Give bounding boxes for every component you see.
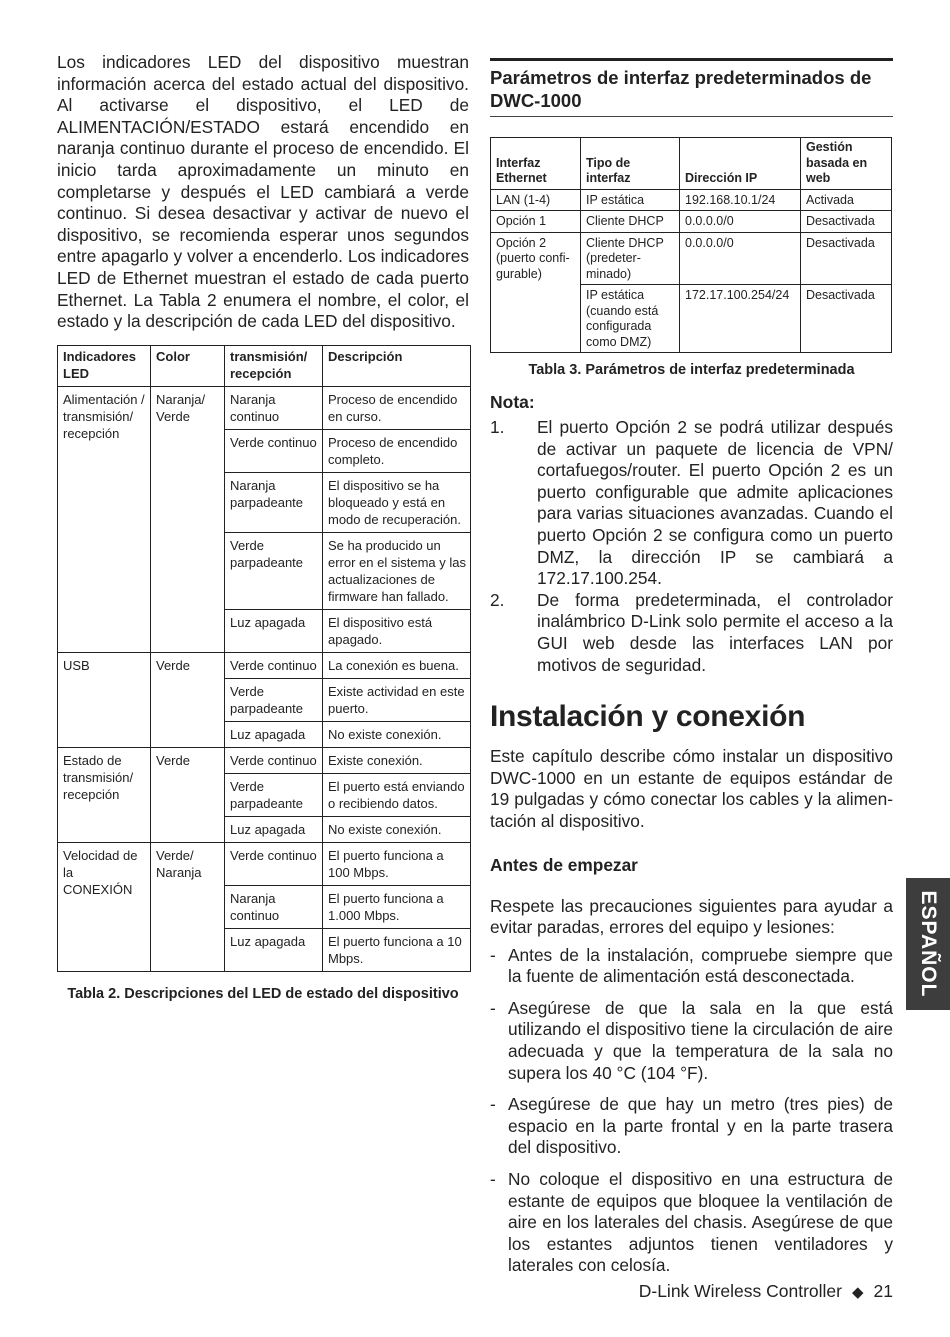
- led-table-body: [58, 386, 471, 971]
- led-indicator: Alimentación / transmisión/ recepción: [58, 386, 151, 652]
- before-body: Respete las precauciones siguientes para ayudar a evitar paradas, errores del equipo y lesiones:: [490, 895, 893, 938]
- cell: 172.17.100.254/24: [680, 285, 801, 353]
- led-state: Luz apagada: [225, 721, 323, 747]
- side-tab-label: ESPAÑOL: [917, 890, 940, 998]
- header-ip: Dirección IP: [680, 138, 801, 190]
- language-side-tab: [906, 878, 950, 1010]
- led-state: Verde continuo: [225, 652, 323, 678]
- table-row: [58, 842, 471, 885]
- header-indicator: Indicadores LED: [58, 345, 151, 386]
- led-description: El puerto funciona a 1.000 Mbps.: [323, 885, 471, 928]
- led-description: El dispositivo está apagado.: [323, 609, 471, 652]
- interface-table: [490, 137, 892, 353]
- iface-table-caption: Tabla 3. Parámetros de interfaz predeterminada: [528, 362, 855, 378]
- nota-title: Nota:: [490, 392, 535, 412]
- header-state: transmisión/ recepción: [225, 345, 323, 386]
- dash-bullet: -: [490, 1094, 496, 1115]
- note-number: 2.: [490, 589, 505, 610]
- table-row: [58, 747, 471, 773]
- led-description: Proceso de encendido en curso.: [323, 386, 471, 429]
- led-state: Naranja continuo: [225, 386, 323, 429]
- section-top-rule: [490, 58, 893, 61]
- dash-bullet: -: [490, 1169, 496, 1190]
- led-state: Verde parpadeante: [225, 773, 323, 816]
- led-state: Verde continuo: [225, 842, 323, 885]
- header-web-mgmt: Gestión basada en web: [801, 138, 892, 190]
- table-row: [491, 189, 892, 211]
- led-table-header: [58, 345, 471, 386]
- iface-table-header: [491, 138, 892, 190]
- list-item: [490, 417, 893, 590]
- cell: Opción 2 (puerto confi-gurable): [491, 232, 581, 285]
- led-state: Luz apagada: [225, 816, 323, 842]
- led-description: Proceso de encendido completo.: [323, 429, 471, 472]
- cell: Opción 1: [491, 211, 581, 233]
- header-type: Tipo de interfaz: [581, 138, 680, 190]
- cell: 192.168.10.1/24: [680, 189, 801, 211]
- led-state: Verde parpadeante: [225, 532, 323, 609]
- cell: [491, 285, 581, 353]
- led-table: [57, 345, 471, 972]
- header-color: Color: [151, 345, 225, 386]
- list-item: [490, 1094, 893, 1159]
- precautions-list: [490, 945, 893, 1277]
- intro-paragraph: Los indicadores LED del dispositivo muestran información acerca del estado actual del dispositivo. Al activarse el dispositivo, el LED de ALIMENTACIÓN/ESTADO estará encendido en naranja continuo durante el proceso de encendido. El inicio tarda aproximadamente un minuto en completarse y después el LED cambiará a verde continuo. Si desea desactivar y activar de nuevo el dispositivo, se recomienda esperar unos segundos entre apagarlo y volver a encenderlo. Los indicadores LED de Ethernet muestran el estado de cada puerto Ethernet. La Tabla 2 enumera el nombre, el color, el estado y la descripción de cada LED del dispositivo.: [57, 52, 469, 332]
- note-text: De forma predeterminada, el controlador inalámbrico D-Link solo permite el acceso a la GUI web desde las interfaces LAN por motivos de seguridad.: [537, 589, 893, 675]
- right-column: [490, 58, 893, 1287]
- table-row: [58, 652, 471, 678]
- led-color: Verde: [151, 652, 225, 747]
- led-color: Naranja/ Verde: [151, 386, 225, 652]
- cell: Cliente DHCP (predeter-minado): [581, 232, 680, 285]
- list-item: [490, 590, 893, 676]
- cell: 0.0.0.0/0: [680, 232, 801, 285]
- header-ethernet: Interfaz Ethernet: [491, 138, 581, 190]
- precaution-text: Asegúrese de que hay un metro (tres pies) de espacio en la parte frontal y en la parte trasera del dispositivo.: [508, 1094, 893, 1158]
- led-table-caption: Tabla 2. Descripciones del LED de estado del dispositivo: [67, 985, 459, 1002]
- note-number: 1.: [490, 417, 505, 437]
- led-indicator: USB: [58, 652, 151, 747]
- cell: Cliente DHCP: [581, 211, 680, 233]
- led-state: Verde continuo: [225, 747, 323, 773]
- led-color: Verde/ Naranja: [151, 842, 225, 971]
- led-state: Luz apagada: [225, 928, 323, 971]
- diamond-icon: ◆: [851, 1283, 864, 1301]
- led-description: Existe conexión.: [323, 747, 471, 773]
- led-state: Verde continuo: [225, 429, 323, 472]
- left-column: [57, 52, 469, 1004]
- install-heading: Instalación y conexión: [490, 700, 806, 734]
- led-description: El dispositivo se ha bloqueado y está en modo de recuperación.: [323, 472, 471, 532]
- led-description: No existe conexión.: [323, 816, 471, 842]
- led-description: Se ha producido un error en el sistema y las actualizaciones de firmware han fallado.: [323, 532, 471, 609]
- cell: IP estática: [581, 189, 680, 211]
- note-text: El puerto Opción 2 se podrá utilizar después de activar un paquete de licencia de VPN/ cortafuegos/router. El puerto Opción 2 es un puerto configurable que admite aplicaciones para varias situaciones avanzadas. Cuando el puerto Opción 2 se configura como un puerto DMZ, la dirección IP se cambiará a 172.17.100.254.: [537, 417, 893, 589]
- table-row: [491, 211, 892, 233]
- list-item: [490, 998, 893, 1084]
- page-number: 21: [873, 1281, 893, 1301]
- table-row: [58, 386, 471, 429]
- led-indicator: Velocidad de la CONEXIÓN: [58, 842, 151, 971]
- cell: IP estática (cuando está configurada como DMZ): [581, 285, 680, 353]
- dash-bullet: -: [490, 997, 496, 1018]
- led-description: No existe conexión.: [323, 721, 471, 747]
- cell: Activada: [801, 189, 892, 211]
- section-title: Parámetros de interfaz predeterminados de DWC-1000: [490, 66, 893, 117]
- cell: Desactivada: [801, 211, 892, 233]
- footer-product: D-Link Wireless Controller: [638, 1281, 842, 1301]
- led-state: Naranja parpadeante: [225, 472, 323, 532]
- led-description: La conexión es buena.: [323, 652, 471, 678]
- led-state: Verde parpadeante: [225, 678, 323, 721]
- cell: Desactivada: [801, 285, 892, 353]
- cell: Desactivada: [801, 232, 892, 285]
- precaution-text: Asegúrese de que la sala en la que está utilizando el dispositivo tiene la circulación de aire adecuada y que la temperatura de la sala no supera los 40 °C (104 °F).: [508, 997, 893, 1083]
- led-state: Luz apagada: [225, 609, 323, 652]
- led-description: El puerto funciona a 100 Mbps.: [323, 842, 471, 885]
- precaution-text: No coloque el dispositivo en una estructura de estante de equipos que bloquee la ventilación de aire en los laterales del chasis. Asegúrese de que los estantes adjuntos tienen ventiladores y laterales con celosía.: [508, 1169, 893, 1276]
- precaution-text: Antes de la instalación, compruebe siempre que la fuente de alimentación está desconectada.: [508, 944, 893, 987]
- led-description: El puerto funciona a 10 Mbps.: [323, 928, 471, 971]
- led-description: El puerto está enviando o recibiendo datos.: [323, 773, 471, 816]
- cell: LAN (1-4): [491, 189, 581, 211]
- cell: 0.0.0.0/0: [680, 211, 801, 233]
- list-item: [490, 1169, 893, 1277]
- list-item: [490, 945, 893, 988]
- led-description: Existe actividad en este puerto.: [323, 678, 471, 721]
- table-row: [491, 285, 892, 353]
- install-body: Este capítulo describe cómo instalar un dispositivo DWC-1000 en un estante de equipos estándar de 19 pulgadas y cómo conectar los cables y la alimen-tación al dispositivo.: [490, 746, 893, 831]
- page-footer: [639, 1281, 893, 1302]
- led-state: Naranja continuo: [225, 885, 323, 928]
- table-row: [491, 232, 892, 285]
- dash-bullet: -: [490, 944, 496, 965]
- header-description: Descripción: [323, 345, 471, 386]
- led-color: Verde: [151, 747, 225, 842]
- led-indicator: Estado de transmisión/ recepción: [58, 747, 151, 842]
- notes-list: [490, 417, 893, 676]
- before-heading: Antes de empezar: [490, 854, 638, 875]
